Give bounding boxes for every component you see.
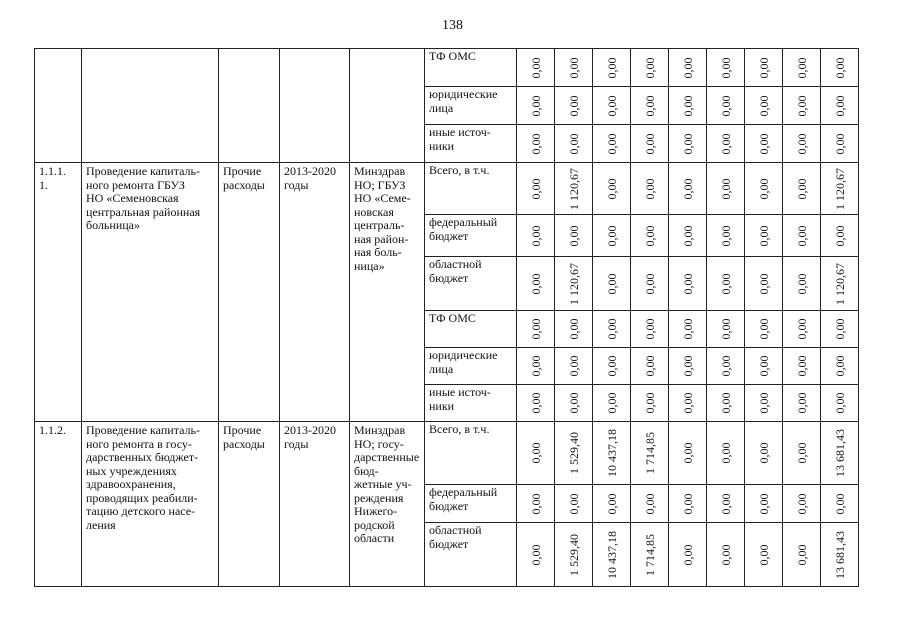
- value-cell: [517, 523, 555, 587]
- item-number: 1.1.1. 1.: [39, 164, 66, 192]
- value-8: 0,00: [794, 355, 809, 377]
- value-5: 0,00: [680, 57, 695, 78]
- value-9: 0,00: [832, 493, 847, 514]
- value-1: 0,00: [528, 133, 543, 154]
- value-9: 0,00: [832, 95, 847, 116]
- value-cell: [555, 311, 593, 348]
- value-4: 0,00: [642, 318, 657, 340]
- value-7: 0,00: [756, 318, 771, 340]
- value-7: 0,00: [756, 392, 771, 414]
- value-cell: [593, 311, 631, 348]
- value-9: 0,00: [832, 355, 847, 377]
- funding-source-cell: [425, 49, 517, 87]
- value-cell: [593, 163, 631, 215]
- value-5: 0,00: [680, 442, 695, 464]
- value-1: 0,00: [528, 493, 543, 514]
- value-cell: [821, 485, 859, 523]
- value-4: 0,00: [642, 95, 657, 116]
- item-number-cell: [35, 422, 82, 587]
- value-cell: [517, 49, 555, 87]
- value-3: 10 437,18: [604, 429, 619, 477]
- period: 2013-2020 годы: [284, 423, 336, 451]
- value-cell: [593, 348, 631, 385]
- item-name: Проведение капиталь- ного ремонта ГБУЗ НО «Семеновская центральная районная больница»: [86, 164, 201, 232]
- value-cell: [631, 49, 669, 87]
- value-cell: [593, 215, 631, 257]
- value-cell: [707, 523, 745, 587]
- value-cell: [555, 215, 593, 257]
- value-1: 0,00: [528, 544, 543, 565]
- value-4: 0,00: [642, 392, 657, 414]
- value-cell: [745, 385, 783, 422]
- value-cell: [821, 422, 859, 485]
- funding-source-cell: [425, 485, 517, 523]
- funding-source: Всего, в т.ч.: [429, 163, 490, 177]
- value-cell: [707, 215, 745, 257]
- value-2: 0,00: [566, 95, 581, 116]
- value-8: 0,00: [794, 493, 809, 514]
- value-cell: [631, 257, 669, 311]
- value-cell: [745, 422, 783, 485]
- value-cell: [669, 125, 707, 163]
- value-7: 0,00: [756, 355, 771, 377]
- value-3: 0,00: [604, 392, 619, 414]
- value-cell: [669, 422, 707, 485]
- value-cell: [783, 215, 821, 257]
- value-9: 0,00: [832, 318, 847, 340]
- value-9: 13 681,43: [832, 429, 847, 477]
- value-3: 0,00: [604, 133, 619, 154]
- value-8: 0,00: [794, 178, 809, 199]
- table-row: [35, 49, 859, 87]
- value-cell: [783, 163, 821, 215]
- value-cell: [745, 257, 783, 311]
- value-cell: [821, 215, 859, 257]
- value-6: 0,00: [718, 392, 733, 414]
- value-5: 0,00: [680, 133, 695, 154]
- value-5: 0,00: [680, 95, 695, 116]
- value-9: 13 681,43: [832, 530, 847, 579]
- value-9: 0,00: [832, 392, 847, 414]
- value-cell: [555, 422, 593, 485]
- value-cell: [593, 385, 631, 422]
- value-1: 0,00: [528, 95, 543, 116]
- expense-type: Прочие расходы: [223, 164, 265, 192]
- value-cell: [593, 485, 631, 523]
- value-7: 0,00: [756, 133, 771, 154]
- funding-source: ТФ ОМС: [429, 311, 476, 325]
- value-cell: [517, 125, 555, 163]
- value-6: 0,00: [718, 225, 733, 246]
- funding-source-cell: [425, 163, 517, 215]
- value-4: 1 714,85: [642, 533, 657, 576]
- value-cell: [555, 348, 593, 385]
- expense-type-cell: [219, 163, 280, 422]
- expense-type-cell: [219, 422, 280, 587]
- funding-source: ТФ ОМС: [429, 49, 476, 63]
- value-4: 1 714,85: [642, 432, 657, 474]
- value-3: 0,00: [604, 273, 619, 294]
- value-cell: [669, 87, 707, 125]
- value-2: 0,00: [566, 133, 581, 154]
- executor: Минздрав НО; ГБУЗ НО «Семе- новская централь- ная район- ная боль- ница»: [354, 164, 411, 273]
- value-cell: [555, 257, 593, 311]
- value-6: 0,00: [718, 442, 733, 464]
- value-5: 0,00: [680, 273, 695, 294]
- value-cell: [669, 163, 707, 215]
- value-cell: [517, 257, 555, 311]
- value-cell: [555, 385, 593, 422]
- value-cell: [707, 49, 745, 87]
- value-2: 1 529,40: [566, 533, 581, 576]
- executor: [350, 49, 424, 53]
- value-cell: [783, 422, 821, 485]
- value-8: 0,00: [794, 225, 809, 246]
- value-3: 10 437,18: [604, 530, 619, 579]
- value-9: 0,00: [832, 133, 847, 154]
- value-3: 0,00: [604, 318, 619, 340]
- value-1: 0,00: [528, 225, 543, 246]
- funding-source: федеральный бюджет: [429, 215, 498, 243]
- value-cell: [593, 87, 631, 125]
- value-cell: [783, 49, 821, 87]
- value-6: 0,00: [718, 133, 733, 154]
- page-number: 138: [442, 18, 463, 33]
- value-cell: [593, 523, 631, 587]
- value-5: 0,00: [680, 318, 695, 340]
- value-1: 0,00: [528, 318, 543, 340]
- executor-cell: [350, 49, 425, 163]
- funding-source-cell: [425, 87, 517, 125]
- funding-source: юридические лица: [429, 87, 498, 115]
- value-cell: [631, 215, 669, 257]
- value-cell: [745, 523, 783, 587]
- value-3: 0,00: [604, 225, 619, 246]
- value-cell: [631, 311, 669, 348]
- value-cell: [669, 485, 707, 523]
- value-cell: [745, 49, 783, 87]
- value-7: 0,00: [756, 178, 771, 199]
- executor-cell: [350, 163, 425, 422]
- value-cell: [707, 125, 745, 163]
- value-cell: [517, 422, 555, 485]
- value-cell: [707, 87, 745, 125]
- value-7: 0,00: [756, 57, 771, 78]
- value-8: 0,00: [794, 392, 809, 414]
- value-8: 0,00: [794, 544, 809, 565]
- table-row: [35, 163, 859, 215]
- value-6: 0,00: [718, 178, 733, 199]
- value-cell: [821, 385, 859, 422]
- value-3: 0,00: [604, 95, 619, 116]
- value-cell: [555, 125, 593, 163]
- value-2: 1 529,40: [566, 432, 581, 474]
- value-9: 1 120,67: [832, 167, 847, 210]
- value-cell: [783, 125, 821, 163]
- value-1: 0,00: [528, 442, 543, 464]
- value-cell: [517, 485, 555, 523]
- item-name-cell: [82, 49, 219, 163]
- value-1: 0,00: [528, 392, 543, 414]
- value-4: 0,00: [642, 57, 657, 78]
- value-8: 0,00: [794, 318, 809, 340]
- value-7: 0,00: [756, 225, 771, 246]
- value-cell: [707, 422, 745, 485]
- value-cell: [669, 385, 707, 422]
- value-cell: [555, 49, 593, 87]
- value-cell: [593, 125, 631, 163]
- value-cell: [783, 385, 821, 422]
- value-cell: [555, 485, 593, 523]
- value-5: 0,00: [680, 178, 695, 199]
- value-cell: [745, 125, 783, 163]
- value-6: 0,00: [718, 544, 733, 565]
- value-cell: [631, 385, 669, 422]
- funding-source: областной бюджет: [429, 257, 482, 285]
- item-name-cell: [82, 163, 219, 422]
- value-cell: [517, 348, 555, 385]
- value-4: 0,00: [642, 493, 657, 514]
- value-cell: [821, 311, 859, 348]
- value-cell: [631, 125, 669, 163]
- value-2: 0,00: [566, 225, 581, 246]
- value-cell: [821, 87, 859, 125]
- value-7: 0,00: [756, 544, 771, 565]
- value-cell: [707, 163, 745, 215]
- value-8: 0,00: [794, 442, 809, 464]
- value-9: 1 120,67: [832, 262, 847, 305]
- item-name-cell: [82, 422, 219, 587]
- value-cell: [821, 523, 859, 587]
- value-3: 0,00: [604, 355, 619, 377]
- item-name: [82, 49, 218, 53]
- value-cell: [669, 523, 707, 587]
- funding-source-cell: [425, 348, 517, 385]
- value-cell: [517, 163, 555, 215]
- value-cell: [745, 485, 783, 523]
- value-2: 1 120,67: [566, 167, 581, 210]
- table-row: [35, 422, 859, 485]
- value-cell: [783, 311, 821, 348]
- funding-source: иные источ-ники: [429, 125, 491, 153]
- value-5: 0,00: [680, 544, 695, 565]
- value-cell: [631, 422, 669, 485]
- funding-source-cell: [425, 215, 517, 257]
- value-4: 0,00: [642, 355, 657, 377]
- value-cell: [669, 257, 707, 311]
- value-cell: [631, 485, 669, 523]
- value-4: 0,00: [642, 178, 657, 199]
- value-cell: [821, 125, 859, 163]
- funding-source-cell: [425, 125, 517, 163]
- value-cell: [745, 348, 783, 385]
- executor: Минздрав НО; госу- дарственные бюд- жетные уч- реждения Нижего- родской области: [354, 423, 420, 545]
- value-cell: [593, 422, 631, 485]
- value-cell: [707, 311, 745, 348]
- value-cell: [821, 163, 859, 215]
- value-4: 0,00: [642, 273, 657, 294]
- funding-source-cell: [425, 257, 517, 311]
- value-cell: [707, 385, 745, 422]
- value-5: 0,00: [680, 225, 695, 246]
- item-number-cell: [35, 163, 82, 422]
- value-8: 0,00: [794, 273, 809, 294]
- value-6: 0,00: [718, 95, 733, 116]
- value-cell: [783, 87, 821, 125]
- value-cell: [783, 257, 821, 311]
- value-cell: [631, 523, 669, 587]
- funding-source: областной бюджет: [429, 523, 482, 551]
- value-2: 0,00: [566, 318, 581, 340]
- value-9: 0,00: [832, 57, 847, 78]
- value-cell: [821, 49, 859, 87]
- value-2: 0,00: [566, 57, 581, 78]
- value-2: 1 120,67: [566, 262, 581, 305]
- value-5: 0,00: [680, 493, 695, 514]
- value-cell: [593, 49, 631, 87]
- value-7: 0,00: [756, 273, 771, 294]
- value-cell: [783, 523, 821, 587]
- expense-type: [219, 49, 279, 53]
- funding-source: федеральный бюджет: [429, 485, 498, 513]
- value-cell: [669, 215, 707, 257]
- value-5: 0,00: [680, 355, 695, 377]
- period: 2013-2020 годы: [284, 164, 336, 192]
- item-number-cell: [35, 49, 82, 163]
- funding-source: юридические лица: [429, 348, 498, 376]
- value-cell: [707, 348, 745, 385]
- period: [280, 49, 349, 53]
- value-4: 0,00: [642, 225, 657, 246]
- value-6: 0,00: [718, 493, 733, 514]
- value-cell: [821, 257, 859, 311]
- budget-table: [34, 48, 859, 587]
- item-number: 1.1.2.: [39, 423, 66, 437]
- value-8: 0,00: [794, 57, 809, 78]
- value-1: 0,00: [528, 355, 543, 377]
- value-3: 0,00: [604, 493, 619, 514]
- value-cell: [707, 257, 745, 311]
- value-6: 0,00: [718, 318, 733, 340]
- item-name: Проведение капиталь- ного ремонта в госу- дарственных бюджет- ных учреждениях здравоохранения, проводящих реабили- тацию детского насе- ления: [86, 423, 200, 532]
- value-cell: [631, 163, 669, 215]
- item-number: [35, 49, 81, 53]
- value-6: 0,00: [718, 355, 733, 377]
- value-cell: [593, 257, 631, 311]
- value-cell: [631, 348, 669, 385]
- value-8: 0,00: [794, 133, 809, 154]
- value-cell: [669, 348, 707, 385]
- value-cell: [707, 485, 745, 523]
- funding-source-cell: [425, 385, 517, 422]
- value-7: 0,00: [756, 442, 771, 464]
- value-cell: [669, 49, 707, 87]
- value-8: 0,00: [794, 95, 809, 116]
- value-cell: [669, 311, 707, 348]
- funding-source: Всего, в т.ч.: [429, 422, 490, 436]
- executor-cell: [350, 422, 425, 587]
- value-4: 0,00: [642, 133, 657, 154]
- period-cell: [280, 49, 350, 163]
- value-7: 0,00: [756, 95, 771, 116]
- value-1: 0,00: [528, 273, 543, 294]
- value-1: 0,00: [528, 57, 543, 78]
- value-cell: [783, 485, 821, 523]
- value-6: 0,00: [718, 57, 733, 78]
- period-cell: [280, 163, 350, 422]
- value-2: 0,00: [566, 493, 581, 514]
- value-3: 0,00: [604, 178, 619, 199]
- expense-type: Прочие расходы: [223, 423, 265, 451]
- value-cell: [745, 215, 783, 257]
- expense-type-cell: [219, 49, 280, 163]
- value-cell: [517, 385, 555, 422]
- value-3: 0,00: [604, 57, 619, 78]
- funding-source-cell: [425, 523, 517, 587]
- value-cell: [745, 311, 783, 348]
- value-6: 0,00: [718, 273, 733, 294]
- value-2: 0,00: [566, 355, 581, 377]
- value-cell: [555, 163, 593, 215]
- value-2: 0,00: [566, 392, 581, 414]
- value-1: 0,00: [528, 178, 543, 199]
- value-cell: [821, 348, 859, 385]
- value-cell: [745, 87, 783, 125]
- funding-source-cell: [425, 422, 517, 485]
- value-cell: [555, 523, 593, 587]
- funding-source: иные источ-ники: [429, 385, 491, 413]
- value-cell: [783, 348, 821, 385]
- value-cell: [745, 163, 783, 215]
- period-cell: [280, 422, 350, 587]
- value-9: 0,00: [832, 225, 847, 246]
- value-cell: [517, 87, 555, 125]
- funding-source-cell: [425, 311, 517, 348]
- value-cell: [555, 87, 593, 125]
- value-cell: [631, 87, 669, 125]
- value-7: 0,00: [756, 493, 771, 514]
- value-cell: [517, 311, 555, 348]
- value-cell: [517, 215, 555, 257]
- value-5: 0,00: [680, 392, 695, 414]
